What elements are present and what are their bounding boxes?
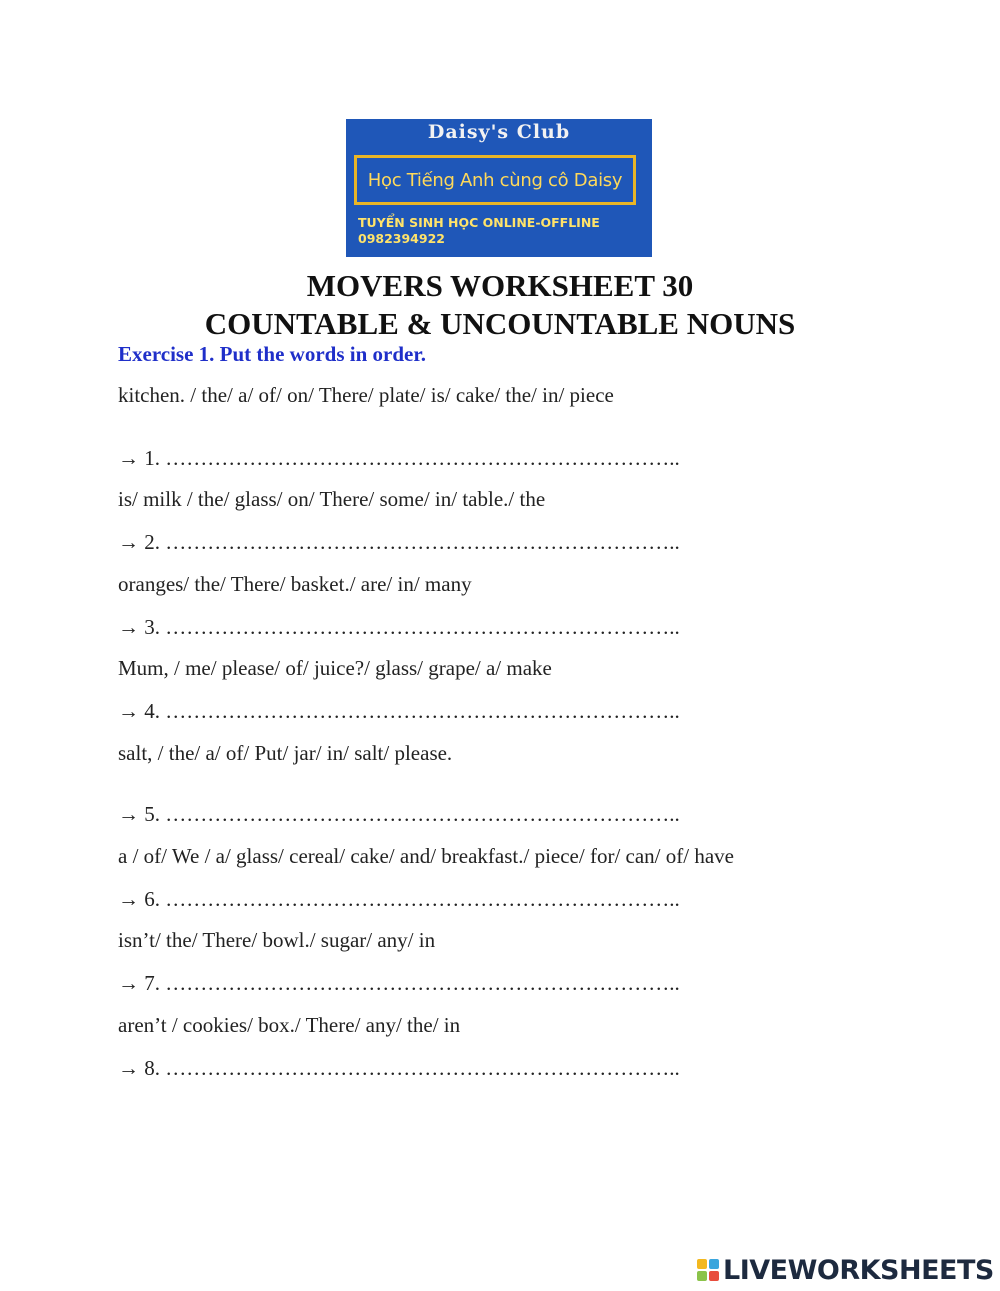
scrambled-words-6: a / of/ We / a/ glass/ cereal/ cake/ and/ breakfast./ piece/ for/ can/ of/ have (118, 844, 734, 868)
scrambled-words-2: is/ milk / the/ glass/ on/ There/ some/ in/ table./ the (118, 487, 546, 511)
worksheet-subtitle: COUNTABLE & UNCOUNTABLE NOUNS (204, 306, 796, 341)
exercise-heading: Exercise 1. Put the words in order. (118, 342, 426, 366)
club-logo (346, 119, 652, 257)
liveworksheets-logo[interactable] (697, 1255, 994, 1285)
scrambled-words-5: salt, / the/ a/ of/ Put/ jar/ in/ salt/ please. (118, 741, 453, 765)
scrambled-words-4: Mum, / me/ please/ of/ juice?/ glass/ grape/ a/ make (118, 656, 552, 680)
answer-line-6[interactable]: → 6. ……………………………………………………………….. (118, 887, 680, 911)
answer-line-7[interactable]: → 7. ……………………………………………………………….. (118, 971, 680, 995)
answer-line-8[interactable]: → 8. ……………………………………………………………….. (118, 1056, 680, 1080)
logo-tagline: Học Tiếng Anh cùng cô Daisy (354, 155, 636, 205)
answer-line-4[interactable]: → 4. ……………………………………………………………….. (118, 699, 680, 723)
liveworksheets-brand: LIVEWORKSHEETS (723, 1254, 994, 1286)
liveworksheets-cubes-icon (697, 1259, 719, 1281)
scrambled-words-1: kitchen. / the/ a/ of/ on/ There/ plate/ is/ cake/ the/ in/ piece (118, 383, 614, 407)
scrambled-words-3: oranges/ the/ There/ basket./ are/ in/ many (118, 572, 472, 596)
logo-phone-number: 0982394922 (358, 231, 445, 246)
scrambled-words-7: isn’t/ the/ There/ bowl./ sugar/ any/ in (118, 928, 436, 952)
answer-line-3[interactable]: → 3. ……………………………………………………………….. (118, 615, 680, 639)
scrambled-words-8: aren’t / cookies/ box./ There/ any/ the/ in (118, 1013, 461, 1037)
logo-club-name: Daisy's Club (427, 121, 571, 143)
worksheet-title: MOVERS WORKSHEET 30 (306, 268, 694, 303)
answer-line-5[interactable]: → 5. ……………………………………………………………….. (118, 802, 680, 826)
answer-line-1[interactable]: → 1. ……………………………………………………………….. (118, 446, 680, 470)
logo-enrollment-text: TUYỂN SINH HỌC ONLINE-OFFLINE (358, 215, 600, 230)
answer-line-2[interactable]: → 2. ……………………………………………………………….. (118, 530, 680, 554)
